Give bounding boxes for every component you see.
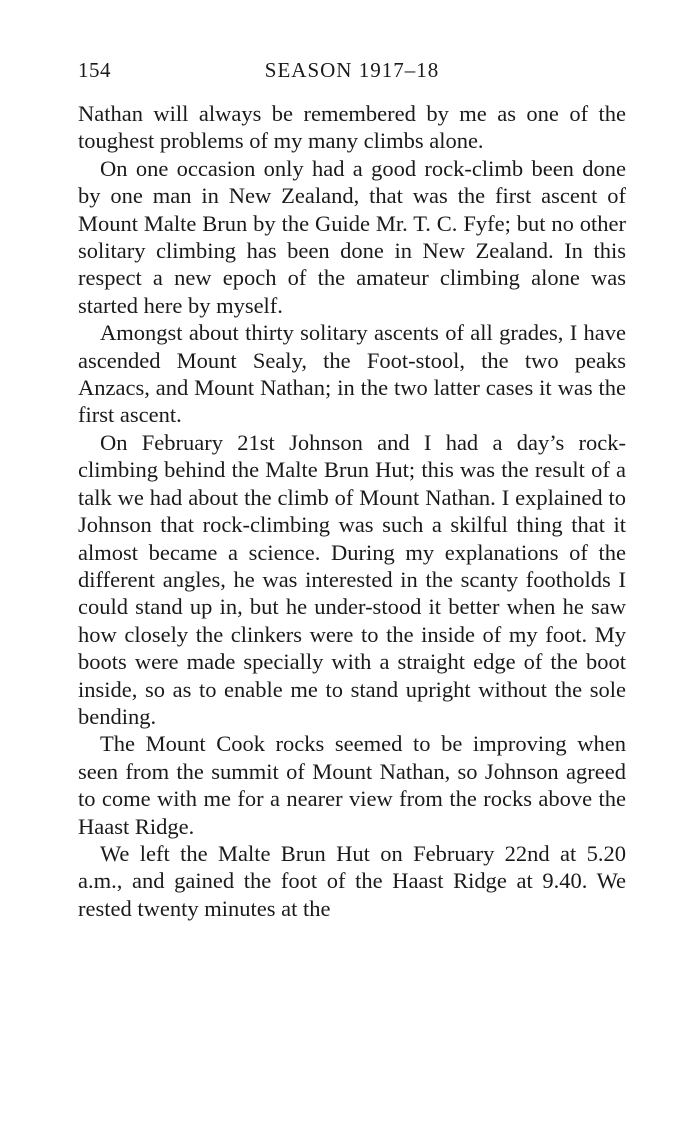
paragraph-1: Nathan will always be remembered by me as one of the toughest problems of my many climbs alone. [78, 101, 626, 154]
paragraph-2: On one occasion only had a good rock-climb been done by one man in New Zealand, that was the first ascent of Mount Malte Brun by the Guide Mr. T. C. Fyfe; but no other solitary climbing has been done in New Zealand. In this respect a new epoch of the amateur climbing alone was started here by myself. [78, 155, 626, 318]
paragraph-3: Amongst about thirty solitary ascents of all grades, I have ascended Mount Sealy, the Foot-stool, the two peaks Anzacs, and Mount Nathan; in the two latter cases it was the first ascent. [78, 320, 626, 428]
book-page [78, 58, 626, 922]
running-head [78, 58, 626, 92]
paragraph-5: The Mount Cook rocks seemed to be improving when seen from the summit of Mount Nathan, so Johnson agreed to come with me for a nearer view from the rocks above the Haast Ridge. [78, 731, 626, 839]
page-number: 154 [78, 58, 111, 82]
paragraph-6: We left the Malte Brun Hut on February 22nd at 5.20 a.m., and gained the foot of the Haast Ridge at 9.40. We rested twenty minutes at the [78, 840, 626, 921]
paragraph-4: On February 21st Johnson and I had a day’s rock-climbing behind the Malte Brun Hut; this was the result of a talk we had about the climb of Mount Nathan. I explained to Johnson that rock-climbing was such a skilful thing that it almost became a science. During my explanations of the different angles, he was interested in the scanty footholds I could stand up in, but he under-stood it better when he saw how closely the clinkers were to the inside of my foot. My boots were made specially with a straight edge of the boot inside, so as to enable me to stand upright without the sole bending. [78, 429, 626, 729]
running-title: SEASON 1917–18 [264, 58, 440, 82]
body-text [78, 100, 626, 922]
